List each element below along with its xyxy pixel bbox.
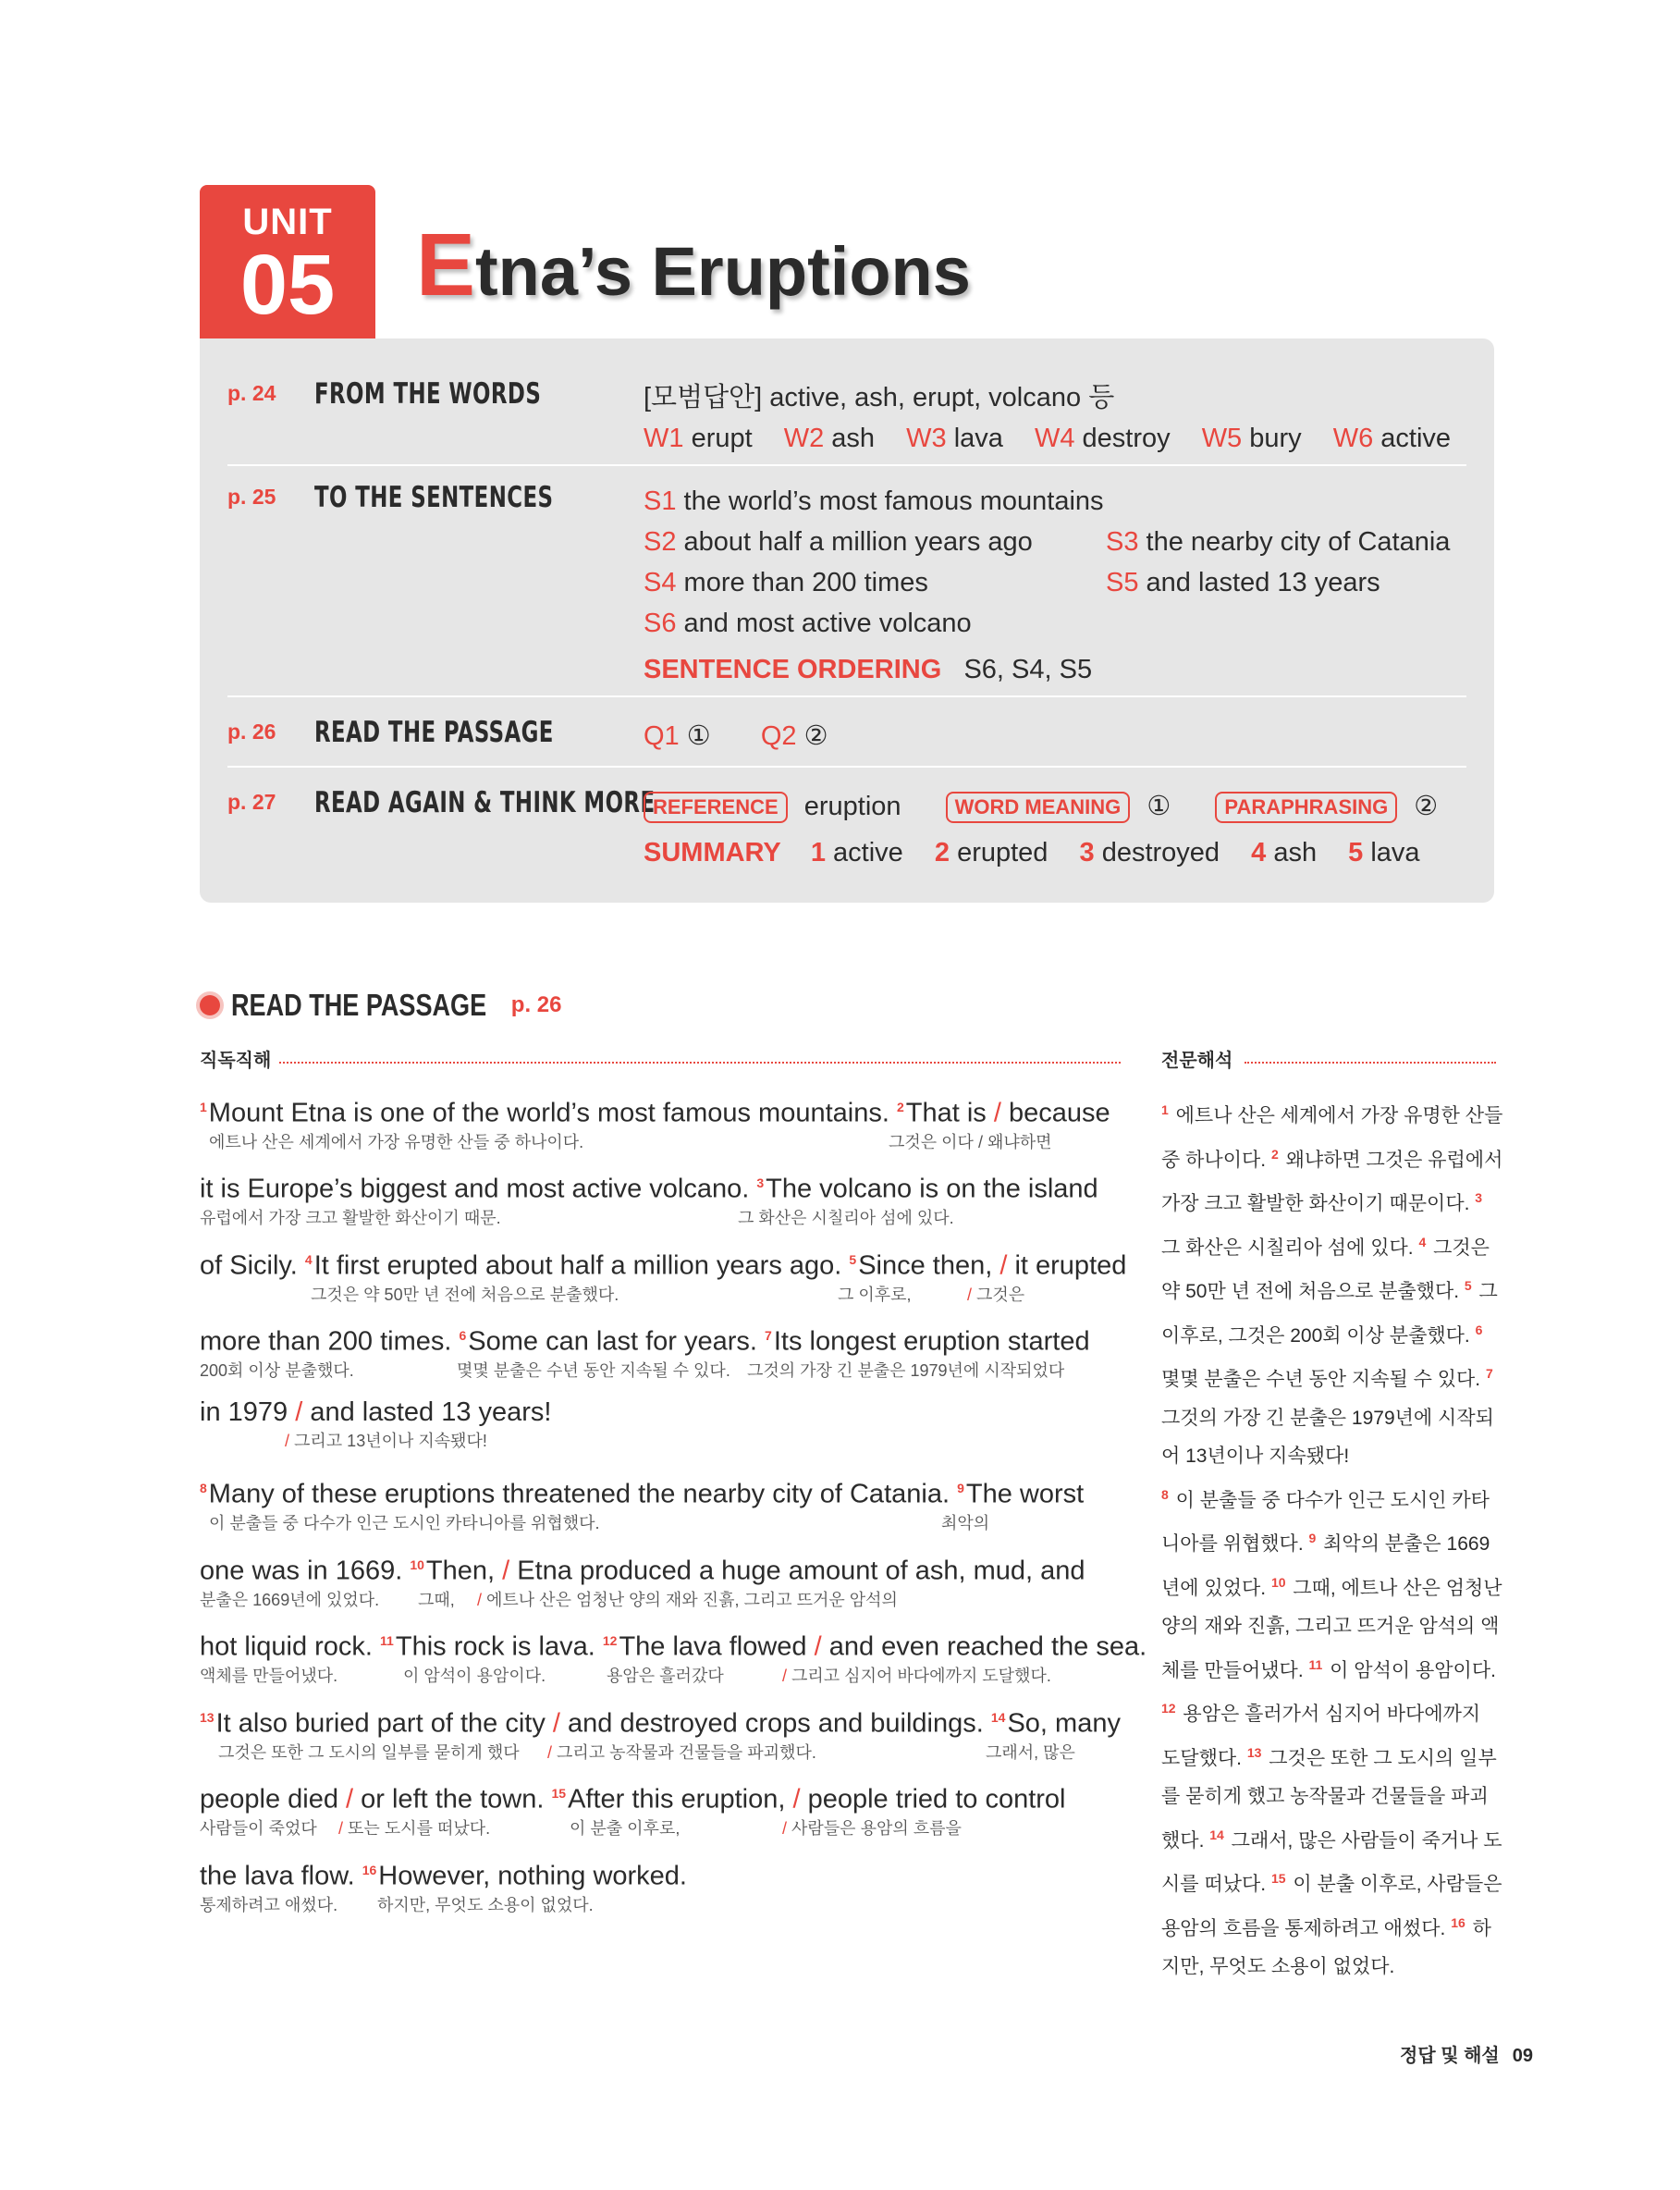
english-sentence [200, 1625, 1147, 1663]
korean-gloss [200, 1282, 1124, 1304]
reference-pill: REFERENCE [644, 792, 788, 823]
english-sentence [200, 1778, 1124, 1815]
sentence-number: 6 [1475, 1322, 1483, 1337]
sentence-number: 10 [1270, 1574, 1286, 1590]
passage-heading [200, 988, 561, 1023]
korean-chunk: / 그리고 심지어 바다에까지 도달했다. [782, 1666, 1051, 1685]
sentence-s2: S2 about half a million years ago [644, 527, 1033, 557]
answer-item: W4 destroy [1034, 424, 1171, 453]
sentence-ordering [644, 649, 1457, 690]
unit-label: UNIT [242, 202, 333, 242]
translation-sentence: 그 이후로, 그것은 200회 이상 분출했다. [1161, 1281, 1498, 1347]
sample-answer: [모범답안] active, ash, erupt, volcano 등 [644, 383, 1115, 412]
answer-label: W5 [1201, 424, 1243, 453]
sentence-number: 11 [1308, 1656, 1323, 1672]
sentence-number: 7 [765, 1328, 772, 1343]
english-chunk: Some can last for years. [468, 1326, 766, 1357]
korean-chunk: 사람들이 죽었다 [200, 1818, 317, 1838]
translation-sentence: 몇몇 분출은 수년 동안 지속될 수 있다. [1161, 1369, 1486, 1390]
passage-heading-page: p. 26 [510, 992, 562, 1017]
korean-gloss [200, 1358, 1124, 1380]
korean-gloss [200, 1428, 1124, 1450]
sentence-s4: S4 more than 200 times [644, 568, 928, 597]
korean-gloss [200, 1587, 1124, 1609]
footer-label: 정답 및 해설 [1400, 2046, 1500, 2066]
english-chunk: it erupted [1007, 1250, 1127, 1281]
korean-chunk: 그때, [418, 1590, 455, 1609]
korean-chunk: / 그리고 13년이나 지속됐다! [285, 1432, 487, 1450]
sentence-number: 13 [1246, 1744, 1262, 1760]
english-chunk: because [1000, 1098, 1110, 1128]
korean-chunk: 200회 이상 분출했다. [200, 1360, 354, 1380]
passage-line [200, 1702, 1124, 1762]
passage-line [200, 1778, 1124, 1838]
korean-chunk: 이 분출들 중 다수가 인근 도시인 카타니아를 위협했다. [209, 1513, 600, 1532]
english-chunk: Then, [425, 1556, 503, 1586]
sentence-number: 9 [957, 1481, 964, 1495]
sentence-number: 15 [551, 1786, 567, 1801]
korean-chunk: 그 이후로, [838, 1285, 912, 1304]
summary-item: 3 destroyed [1079, 838, 1220, 867]
english-sentence [200, 1091, 1124, 1129]
answer-label: W1 [644, 424, 684, 453]
full-translation-text [1161, 1091, 1503, 1987]
summary-answers [644, 832, 1444, 873]
row-divider [227, 766, 1466, 768]
footer-page-number: 09 [1512, 2046, 1533, 2066]
korean-gloss [200, 1663, 1124, 1685]
english-sentence [200, 1320, 1124, 1358]
full-translation-label: 전문해석 [1161, 1051, 1233, 1071]
english-chunk: This rock is lava. [395, 1631, 603, 1662]
row-divider [227, 695, 1466, 697]
english-chunk: After this eruption, [568, 1784, 793, 1815]
dotted-rule [279, 1062, 1121, 1064]
question-answer-q1: Q1 ① [644, 721, 711, 751]
row-section: READ THE PASSAGE [314, 716, 554, 749]
english-chunk: Since then, [858, 1250, 1000, 1281]
english-chunk: The volcano is on the island [766, 1174, 1098, 1204]
english-sentence [200, 1549, 1124, 1587]
korean-gloss [200, 1510, 1124, 1532]
korean-chunk: / 그리고 농작물과 건물들을 파괴했다. [547, 1742, 816, 1762]
sentence-number: 1 [1161, 1102, 1169, 1117]
korean-chunk: 최악의 [941, 1513, 990, 1532]
question-answer-q2: Q2 ② [760, 721, 828, 751]
korean-chunk: 분출은 1669년에 있었다. [200, 1590, 380, 1609]
english-sentence [200, 1702, 1124, 1740]
row-answers [644, 786, 1444, 873]
korean-chunk: 유럽에서 가장 크고 활발한 화산이기 때문. [200, 1208, 501, 1227]
english-chunk: Many of these eruptions threatened the nearby city of Catania. [208, 1479, 958, 1509]
korean-chunk: 하지만, 무엇도 소용이 없었다. [377, 1895, 594, 1914]
sentence-number: 10 [410, 1557, 424, 1572]
page-title [416, 215, 971, 316]
word-meaning-pill: WORD MEANING [946, 792, 1131, 823]
sentence-number: 9 [1308, 1531, 1317, 1545]
answer-item: W1 erupt [644, 424, 753, 453]
korean-chunk: 이 분출 이후로, [570, 1818, 681, 1838]
english-chunk: So, many [1007, 1708, 1121, 1739]
passage-line [200, 1472, 1124, 1532]
row-divider [227, 464, 1466, 466]
english-chunk: That is [905, 1098, 994, 1128]
answer-label: W6 [1332, 424, 1374, 453]
sentence-number: 14 [990, 1710, 1006, 1725]
chunk-slash: / [999, 1250, 1008, 1281]
answer-panel [200, 338, 1494, 903]
row-page: p. 26 [227, 720, 276, 744]
answer-item: W2 ash [783, 424, 876, 453]
english-chunk: Its longest eruption started [773, 1326, 1090, 1357]
korean-gloss [200, 1892, 1124, 1914]
sentence-number: 3 [1475, 1190, 1483, 1205]
translation-sentence: 왜냐하면 그것은 유럽에서 가장 크고 활발한 화산이기 때문이다. [1161, 1149, 1503, 1214]
passage-line [200, 1320, 1124, 1380]
korean-gloss [200, 1205, 1124, 1227]
english-sentence [200, 1167, 1124, 1205]
answer-label: W2 [783, 424, 825, 453]
sentence-number: 16 [1451, 1914, 1465, 1930]
chunk-slash: / [295, 1397, 303, 1427]
passage-heading-title: READ THE PASSAGE [231, 988, 487, 1022]
sentence-number: 3 [756, 1175, 765, 1190]
row-answers [644, 481, 1457, 690]
english-chunk: in 1979 [200, 1397, 296, 1427]
sentence-number: 15 [1270, 1871, 1286, 1886]
sentence-number: 1 [200, 1100, 207, 1114]
sentence-number: 2 [1270, 1146, 1279, 1162]
unit-badge [200, 185, 375, 340]
korean-chunk: 그것은 약 50만 년 전에 처음으로 분출했다. [311, 1285, 619, 1304]
korean-chunk: 에트나 산은 세계에서 가장 유명한 산들 중 하나이다. [209, 1132, 584, 1151]
summary-label: SUMMARY [644, 838, 781, 867]
translation-sentence: 그래서, 많은 사람들이 죽거나 도시를 떠났다. [1161, 1829, 1502, 1895]
korean-chunk: 그래서, 많은 [986, 1742, 1075, 1762]
korean-chunk: / 그것은 [967, 1285, 1025, 1304]
summary-item: 2 erupted [934, 838, 1048, 867]
english-chunk: more than 200 times. [200, 1326, 460, 1357]
korean-chunk: / 사람들은 용암의 흐름을 [782, 1818, 962, 1838]
english-chunk: and destroyed crops and buildings. [559, 1708, 991, 1739]
translation-sentence: 이 분출 이후로, 사람들은 용암의 흐름을 통제하려고 애썼다. [1161, 1874, 1502, 1939]
sentence-number: 8 [1161, 1486, 1169, 1502]
summary-item: 5 lava [1348, 838, 1420, 867]
translation-sentence: 그때, 에트나 산은 엄청난 양의 재와 진흙, 그리고 뜨거운 암석의 액체를 만들어냈다. [1161, 1577, 1502, 1681]
sentence-number: 12 [1161, 1701, 1176, 1716]
answer-item: W5 bury [1201, 424, 1302, 453]
english-chunk: It also buried part of the city [215, 1708, 553, 1739]
sentence-number: 8 [200, 1481, 207, 1495]
dotted-rule [1245, 1062, 1496, 1064]
title-initial: E [416, 215, 476, 314]
paraphrasing-answer: ② [1414, 792, 1439, 821]
korean-chunk: / 에트나 산은 엄청난 양의 재와 진흙, 그리고 뜨거운 암석의 [477, 1590, 898, 1609]
passage-line [200, 1244, 1127, 1304]
korean-chunk: 그것의 가장 긴 분출은 1979년에 시작되었다 [747, 1360, 1065, 1380]
answer-label: W3 [906, 424, 947, 453]
row-page: p. 27 [227, 790, 276, 814]
korean-chunk: 통제하려고 애썼다. [200, 1895, 338, 1914]
sentence-number: 7 [1485, 1366, 1493, 1381]
chunk-slash: / [993, 1098, 1001, 1128]
english-chunk: The worst [965, 1479, 1085, 1509]
chunk-slash: / [814, 1631, 822, 1662]
chunk-slash: / [552, 1708, 560, 1739]
answer-item: W3 lava [906, 424, 1003, 453]
korean-gloss [200, 1129, 1124, 1151]
sentence-number: 13 [200, 1710, 215, 1725]
reference-answer: eruption [803, 792, 901, 821]
passage-line [200, 1549, 1124, 1609]
translation-sentence: 최악의 분출은 1669년에 있었다. [1161, 1533, 1490, 1599]
sentence-number: 5 [1464, 1278, 1472, 1293]
translation-sentence: 용암은 흘러가서 심지어 바다에까지 도달했다. [1161, 1704, 1481, 1769]
english-chunk: and lasted 13 years! [302, 1397, 552, 1427]
sentence-s6: S6 and most active volcano [644, 609, 972, 638]
english-chunk: one was in 1669. [200, 1556, 411, 1586]
english-sentence [200, 1396, 1124, 1428]
ordering-value: S6, S4, S5 [963, 655, 1093, 684]
english-chunk: It first erupted about half a million years ago. [313, 1250, 850, 1281]
english-sentence [200, 1472, 1124, 1510]
korean-chunk: / 또는 도시를 떠났다. [338, 1818, 491, 1838]
passage-line [200, 1091, 1124, 1151]
english-chunk: people tried to control [800, 1784, 1066, 1815]
answer-item: W6 active [1332, 424, 1452, 453]
sentence-s1: S1 the world’s most famous mountains [644, 486, 1104, 516]
direct-translation-label: 직독직해 [200, 1051, 272, 1071]
row-answers [644, 716, 852, 757]
chunk-slash: / [792, 1784, 801, 1815]
row-section: TO THE SENTENCES [314, 481, 554, 514]
row-answers [644, 377, 1475, 459]
korean-chunk: 몇몇 분출은 수년 동안 지속될 수 있다. [457, 1360, 730, 1380]
chunk-slash: / [346, 1784, 354, 1815]
passage-line [200, 1167, 1124, 1227]
korean-gloss [200, 1740, 1124, 1762]
passage-line [200, 1854, 1124, 1914]
english-chunk: The lava flowed [619, 1631, 815, 1662]
bullet-dot-icon [200, 995, 220, 1015]
english-chunk: it is Europe’s biggest and most active volcano. [200, 1174, 757, 1204]
english-chunk: and even reached the sea. [821, 1631, 1147, 1662]
english-chunk: the lava flow. [200, 1861, 362, 1891]
word-answers [644, 418, 1475, 459]
sentence-number: 5 [849, 1252, 857, 1267]
english-chunk: or left the town. [353, 1784, 552, 1815]
sentence-s5: S5 and lasted 13 years [1106, 568, 1380, 597]
sentence-number: 2 [896, 1100, 904, 1114]
summary-item: 1 active [810, 838, 903, 867]
english-chunk: However, nothing worked. [378, 1861, 687, 1891]
row-section: READ AGAIN & THINK MORE [314, 786, 656, 819]
sentence-number: 16 [362, 1863, 377, 1877]
translation-sentence: 하지만, 무엇도 소용이 없었다. [1161, 1917, 1491, 1977]
sentence-number: 6 [459, 1328, 467, 1343]
translation-sentence: 이 암석이 용암이다. [1324, 1659, 1496, 1681]
translation-sentence: 그것의 가장 긴 분출은 1979년에 시작되어 13년이나 지속됐다! [1161, 1407, 1494, 1467]
title-rest: tna’s Eruptions [475, 233, 971, 310]
korean-chunk: 용암은 흘러갔다 [607, 1666, 724, 1685]
summary-item: 4 ash [1251, 838, 1318, 867]
translation-sentence: 그것은 또한 그 도시의 일부를 묻히게 했고 농작물과 건물들을 파괴했다. [1161, 1747, 1497, 1852]
passage-line [200, 1625, 1147, 1685]
answer-label: W4 [1034, 424, 1075, 453]
unit-number: 05 [239, 238, 336, 332]
sentence-number: 4 [1418, 1234, 1427, 1249]
translation-sentence: 이 분출들 중 다수가 인근 도시인 카타니아를 위협했다. [1161, 1489, 1490, 1555]
sentence-number: 12 [602, 1633, 618, 1648]
row-section: FROM THE WORDS [314, 377, 542, 411]
translation-sentence: 그 화산은 시칠리아 섬에 있다. [1161, 1236, 1419, 1259]
korean-chunk: 그것은 또한 그 도시의 일부를 묻히게 했다 [218, 1742, 520, 1762]
english-sentence [200, 1854, 1124, 1892]
english-sentence [200, 1244, 1127, 1282]
english-chunk: people died [200, 1784, 347, 1815]
page-footer [1400, 2040, 1533, 2067]
translation-sentence: 에트나 산은 세계에서 가장 유명한 산들 중 하나이다. [1161, 1105, 1503, 1171]
translation-sentence: 그것은 약 50만 년 전에 처음으로 분출했다. [1161, 1236, 1490, 1302]
sentence-s3: S3 the nearby city of Catania [1106, 527, 1451, 557]
sentence-number: 4 [304, 1252, 313, 1267]
word-meaning-answer: ① [1147, 792, 1171, 821]
chunk-slash: / [502, 1556, 510, 1586]
korean-chunk: 그 화산은 시칠리아 섬에 있다. [738, 1208, 954, 1227]
sentence-number: 14 [1209, 1827, 1224, 1842]
passage-line [200, 1396, 1124, 1450]
english-chunk: of Sicily. [200, 1250, 305, 1281]
paraphrasing-pill: PARAPHRASING [1215, 792, 1397, 823]
korean-chunk: 그것은 이다 / 왜냐하면 [889, 1132, 1052, 1151]
row-page: p. 24 [227, 381, 276, 405]
english-chunk: hot liquid rock. [200, 1631, 381, 1662]
sentence-number: 11 [380, 1633, 394, 1648]
ordering-label: SENTENCE ORDERING [644, 655, 942, 684]
english-chunk: Mount Etna is one of the world’s most famous mountains. [208, 1098, 897, 1128]
korean-gloss [200, 1815, 1124, 1838]
korean-chunk: 액체를 만들어냈다. [200, 1666, 338, 1685]
korean-chunk: 이 암석이 용암이다. [403, 1666, 546, 1685]
row-page: p. 25 [227, 485, 276, 509]
english-chunk: Etna produced a huge amount of ash, mud, and [509, 1556, 1085, 1586]
